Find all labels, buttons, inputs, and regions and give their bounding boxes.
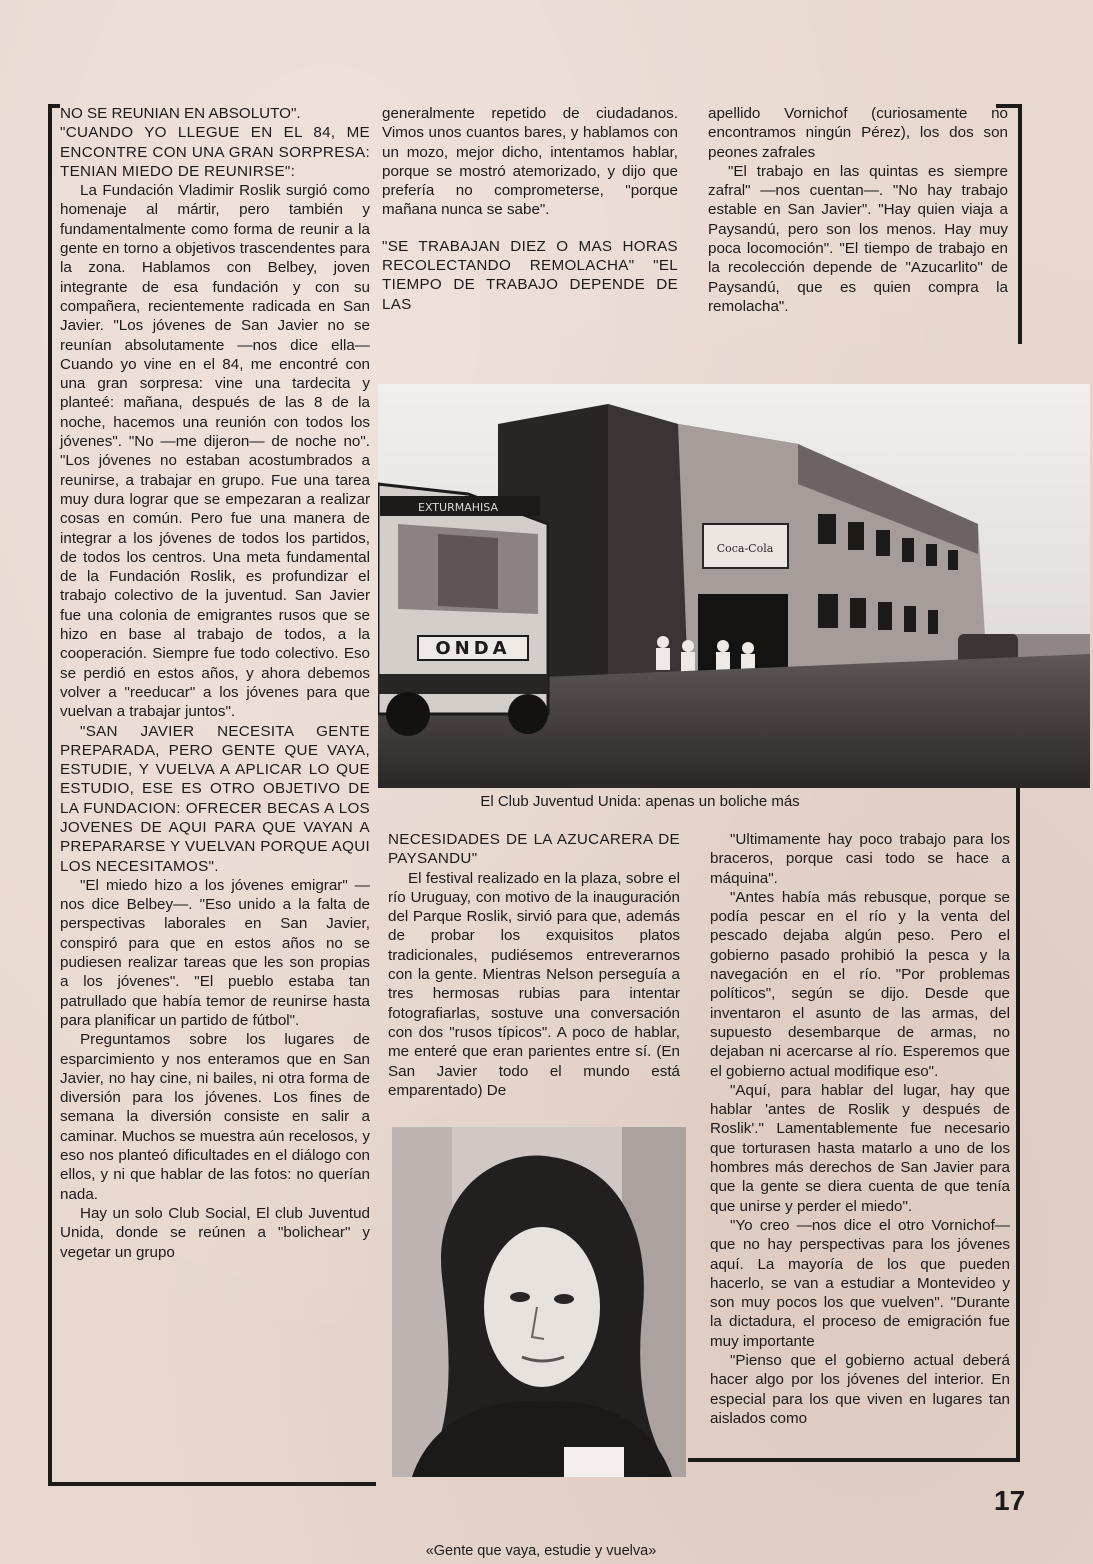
col1-heading-end: NO SE REUNIAN EN ABSOLUTO". [60, 105, 301, 122]
page-number: 17 [994, 1485, 1026, 1516]
col2-subheading: "SE TRABAJAN DIEZ O MAS HORAS RECOLECTANDO REMOLACHA" "EL TIEMPO DE TRABAJO DEPENDE DE LAS [382, 237, 678, 313]
col5-paragraph-2: "Antes había más rebusque, porque se podía pescar en el río y la venta del pescado dejaba algún peso. Pero el gobierno pasado prohibió la pesca y la navegación en el río. "Por problemas políticos", según se dijo. Desde que inventaron el asunto de las armas, del supuesto desembarque de armas, no dejaban ni acercarse al río. Esperemos que el gobierno actual modifique eso". [710, 888, 1010, 1080]
portrait-badge [564, 1447, 624, 1477]
col1-paragraph-3: Preguntamos sobre los lugares de esparcimiento y nos enteramos que en San Javier, no hay cine, ni bailes, ni otra forma de diversión para los jóvenes. Los fines de semana la diversión consiste en salir a caminar. Muchos se muestra aún recelosos, y eso nos planteó dificultades en el diálogo con ellos, y ni que hablar de las fotos: no querían nada. [60, 1031, 370, 1203]
frame-rule-bottom-left [48, 1482, 376, 1486]
frame-rule-right-top [1018, 104, 1022, 344]
col5-paragraph-3: "Aquí, para hablar del lugar, hay que hablar 'antes de Roslik y después de Roslik'." Lamentablemente fue necesario que torturasen hasta matarlo a uno de los hombres más derechos de San Javier para que la gente se diera cuenta de que tenía que unirse y perder el miedo". [710, 1081, 1010, 1215]
article-column-4 [388, 830, 680, 1100]
portrait-caption: «Gente que vaya, estudie y vuelva» [425, 1543, 657, 1559]
woman-portrait-photo [392, 1127, 686, 1477]
storefront-sign-text: Coca-Cola [716, 542, 774, 555]
portrait-wall-left [392, 1127, 452, 1477]
col5-paragraph: "Ultimamente hay poco trabajo para los braceros, porque casi todo se hace a máquina". [710, 831, 1010, 887]
club-photo-caption: El Club Juventud Unida: apenas un boliche más [480, 793, 800, 810]
col3-paragraph: apellido Vornichof (curiosamente no encontramos ningún Pérez), los dos son peones zafrales [708, 105, 1008, 161]
col4-subheading-end: NECESIDADES DE LA AZUCARERA DE PAYSANDU" [388, 831, 680, 868]
portrait-eye-right [554, 1294, 574, 1304]
club-juventud-unida-photo [378, 384, 1090, 788]
frame-rule-right-bottom [1016, 782, 1020, 1462]
col5-paragraph-5: "Pienso que el gobierno actual deberá hacer algo por los jóvenes del interior. En especial para los que viven en lugares tan aislados como [710, 1352, 1010, 1427]
col1-subheading-2: "SAN JAVIER NECESITA GENTE PREPARADA, PERO GENTE QUE VAYA, ESTUDIE, Y VUELVA A APLICAR LO QUE ESTUDIO, ESE ES OTRO OBJETIVO DE LA FUNDACION: OFRECER BECAS A LOS JOVENES DE AQUI PARA QUE VAYAN A PREPARARSE Y VUELVAN PORQUE AQUI LOS NECESITAMOS". [60, 722, 370, 875]
bus-brand-sign: ONDA [435, 638, 511, 659]
col1-paragraph: La Fundación Vladimir Roslik surgió como homenaje al mártir, pero también y fundamentalmente como forma de reunir a la gente en torno a objetivos trascendentes para la zona. Hablamos con Belbey, joven integrante de esa fundación y con su compañera, recientemente radicada en San Javier. "Los jóvenes de San Javier no se reunían absolutamente —nos dice ella— Cuando yo vine en el 84, me encontré con una gran sorpresa: vine una tardecita y planteé: mañana, después de las 8 de la noche, hacemos una reunión con todos los jóvenes". "No —me dijeron— de noche no". "Los jóvenes no estaban acostumbrados a reunirse, a trabajar en grupo. Fue una tarea muy dura lograr que se empezaran a realizar cosas en común. Pero fue una manera de integrar a los jóvenes de todos los partidos, de todos los centros. Una meta fundamental de la Fundación Roslik, es profundizar el trabajo colectivo de la juventud. San Javier fue una colonia de emigrantes rusos que se hizo en base al trabajo de todos, a la cooperación. Siempre fue todo colectivo. Eso se perdió en estos años, y ahora debemos volver a "reeducar" a los jóvenes para que vuelvan a trabajar juntos". [60, 182, 370, 721]
building-wall-shadow [608, 404, 688, 704]
portrait-illustration [392, 1127, 686, 1477]
col5-paragraph-4: "Yo creo —nos dice el otro Vornichof— que no hay perspectivas para los jóvenes aquí. La mayoría de los que pueden hacerlo, se van a estudiar a Montevideo y son muy pocos los que vuelven". "Durante la dictadura, el proceso de emigración fue muy importante [710, 1216, 1010, 1350]
club-photo-illustration [378, 384, 1090, 788]
col1-subheading: "CUANDO YO LLEGUE EN EL 84, ME ENCONTRE CON UNA GRAN SORPRESA: TENIAN MIEDO DE REUNIRSE": [60, 124, 370, 180]
bus-route-sign: EXTURMAHISA [418, 501, 498, 514]
frame-rule-top-left [48, 104, 60, 108]
col1-paragraph-4: Hay un solo Club Social, El club Juventud Unida, donde se reúnen a "bolichear" y vegetar un grupo [60, 1204, 370, 1261]
portrait-face [484, 1227, 600, 1387]
col3-paragraph-2: "El trabajo en las quintas es siempre zafral" —nos cuentan—. "No hay trabajo estable en San Javier". "Hay quien viaja a Paysandú, pero son los menos. Hay muy poca locomoción". "El tiempo de trabajo en la recolección depende de "Azucarlito" de Paysandú, que es quien compra la remolacha". [708, 162, 1008, 315]
frame-rule-left [48, 104, 52, 1486]
portrait-eye-left [510, 1292, 530, 1302]
bus [378, 484, 548, 736]
col2-paragraph: generalmente repetido de ciudadanos. Vimos unos cuantos bares, y hablamos con un mozo, mejor dicho, intentamos hablar, porque se mostró atemorizado, y dijo que prefería no comprometerse, "porque mañana nunca se sabe". [382, 105, 678, 219]
article-column-3 [708, 104, 1008, 316]
col4-paragraph: El festival realizado en la plaza, sobre el río Uruguay, con motivo de la inauguración del Parque Roslik, sirvió para que, además de probar los exquisitos platos tradicionales, pudiésemos entreverarnos con la gente. Mientras Nelson perseguía a tres hermosas rubias para intentar fotografiarlas, sostuve una conversación con dos "rusos típicos". A poco de hablar, me enteré que eran parientes entre sí. (En San Javier todo el mundo está emparentado) De [388, 869, 680, 1099]
frame-rule-bottom-right [688, 1458, 1020, 1462]
article-column-5 [710, 830, 1010, 1428]
article-column-1 [60, 104, 370, 1262]
article-column-2 [382, 104, 678, 314]
col1-paragraph-2: "El miedo hizo a los jóvenes emigrar" —nos dice Belbey—. "Eso unido a la falta de perspectivas laborales en San Javier, conspiró para que en estos años no se pudiesen realizar tareas que les son propias a los jóvenes". "El pueblo estaba tan patrullado que había temor de reunirse hasta para planificar un partido de fútbol". [60, 876, 370, 1029]
